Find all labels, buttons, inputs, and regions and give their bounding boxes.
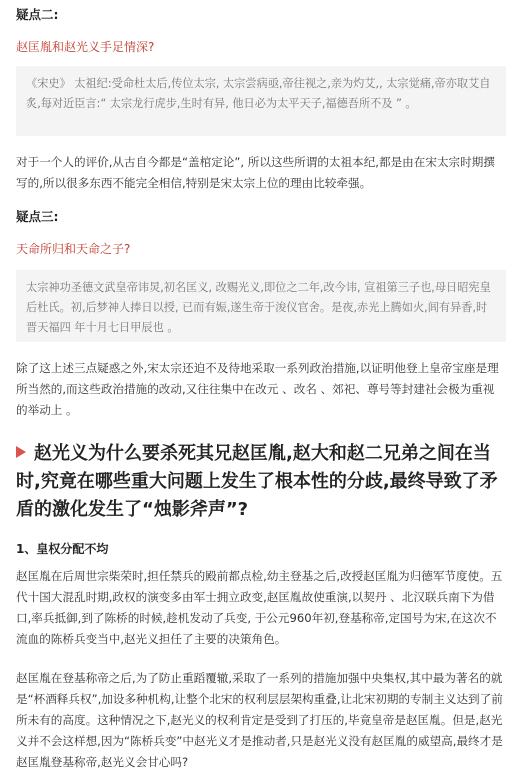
doubt3-quote: 太宗神功圣德文武皇帝讳炅,初名匡义, 改赐光义,即位之二年,改今讳, 宣祖第三子也,母日昭宪皇后杜氏。初,后梦神人捧日以授, 已而有娠,遂生帝于浚仪官舍。是夜,赤光上腾如火,闾有异香,时晋天福四 年十月七日甲辰也 。 (16, 270, 506, 342)
doubt3-label: 疑点三: (16, 209, 59, 224)
section-paragraph-2: 赵匡胤在登基称帝之后,为了防止重蹈覆辙,采取了一系列的措施加强中央集权,其中最为著名的就是“杯酒释兵权”,加设多种机构,让整个北宋的权利层层架构重叠,让北宋初期的专制主义达到了前所未有的高度。这种情况之下,赵光义的权利肯定是受到了打压的,毕竟皇帝是赵匡胤。但是,赵光义并不会这样想,因为“陈桥兵变”中赵光义才是推动者,只是赵光义没有赵匡胤的威望高,最终才是赵匡胤登基称帝,赵光义会甘心吗? (16, 671, 503, 769)
doubt3-question: 天命所归和天命之子? (16, 242, 131, 256)
section-paragraph-1: 赵匡胤在后周世宗柴荣时,担任禁兵的殿前都点检,幼主登基之后,改授赵匡胤为归德军节度使。五 代十国大混乱时期,政权的演变多由军士拥立政变,赵匡胤故使重演,以契丹 、北汉联兵南下为借口,率兵抵御,到了陈桥的时候,趁机发动了兵变, 于公元960年初,登基称帝,定国号为宋,在这次不 流血的陈桥兵变当中,赵光义担任了主要的决策角色。 (16, 569, 503, 646)
doubt3-paragraph: 除了这上述三点疑惑之外,宋太宗还迫不及待地采取一系列政治措施,以证明他登上皇帝宝座是理所当然的,而这些政治措施的改动,又往往集中在改元 、改名 、郊祀、尊号等封建社会极为重视的举动上 。 (16, 361, 499, 417)
doubt2-quote: 《宋史》 太祖纪:受命杜太后,传位太宗, 太宗尝病亟,帝往视之,亲为灼艾,, 太宗觉痛,帝亦取艾自炙,每对近臣言:“ 太宗龙行虎步,生时有异, 他日必为太平天子,福德吾所不及 ” 。 (16, 66, 506, 136)
doubt2-question: 赵匡胤和赵光义手足情深? (16, 40, 155, 54)
section-heading (16, 440, 506, 524)
triangle-marker-icon (16, 446, 26, 458)
subsection-title: 1、皇权分配不均 (16, 542, 109, 556)
doubt2-label: 疑点二: (16, 7, 59, 22)
doubt2-paragraph: 对于一个人的评价,从古自今都是“盖棺定论”, 所以这些所谓的太祖本纪,都是由在宋太宗时期撰写的,所以很多东西不能完全相信,特别是宋太宗上位的理由比较牵强。 (16, 155, 495, 190)
section-heading-text: 赵光义为什么要杀死其兄赵匡胤,赵大和赵二兄弟之间在当时,究竟在哪些重大问题上发生了根本性的分歧,最终导致了矛盾的激化发生了“烛影斧声”? (16, 443, 498, 520)
